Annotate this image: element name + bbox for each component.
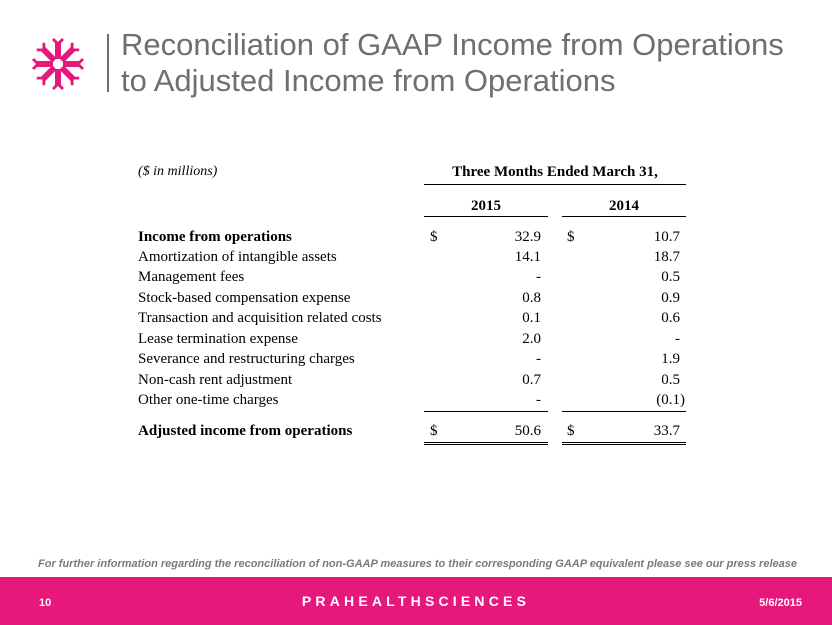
row-label: Income from operations bbox=[138, 229, 292, 245]
footnote: For further information regarding the reconciliation of non-GAAP measures to their corresponding GAAP equivalent please see our press release bbox=[38, 558, 797, 570]
value-2014: 0.9 bbox=[661, 290, 680, 306]
brand-wordmark: PRAHEALTHSCIENCES bbox=[301, 593, 531, 609]
slide-date: 5/6/2015 bbox=[759, 597, 802, 609]
year-header-2015: 2015 bbox=[471, 198, 501, 214]
total-double-rule-2014 bbox=[562, 442, 686, 445]
year-rule-2014 bbox=[562, 216, 686, 217]
total-double-rule-2015 bbox=[424, 442, 548, 445]
value-2015: 50.6 bbox=[514, 423, 541, 439]
value-2015: 14.1 bbox=[514, 249, 541, 265]
value-2014: 0.5 bbox=[661, 372, 680, 388]
value-2015: - bbox=[536, 392, 541, 408]
row-label: Transaction and acquisition related costs bbox=[138, 310, 382, 326]
row-label: Management fees bbox=[138, 269, 245, 285]
value-2015: 32.9 bbox=[514, 229, 541, 245]
row-label: Severance and restructuring charges bbox=[138, 351, 355, 367]
units-note: ($ in millions) bbox=[138, 164, 218, 179]
value-2014: 33.7 bbox=[653, 423, 680, 439]
year-rule-2015 bbox=[424, 216, 548, 217]
year-header-2014: 2014 bbox=[609, 198, 639, 214]
value-2014: 0.6 bbox=[661, 310, 680, 326]
value-2014: 10.7 bbox=[653, 229, 680, 245]
currency-symbol: $ bbox=[430, 423, 438, 439]
row-label: Adjusted income from operations bbox=[138, 423, 353, 439]
row-label: Stock-based compensation expense bbox=[138, 290, 351, 306]
period-header-rule bbox=[424, 184, 686, 185]
value-2014: 18.7 bbox=[653, 249, 680, 265]
value-2015: 0.8 bbox=[522, 290, 541, 306]
subtotal-rule-2015 bbox=[424, 411, 548, 412]
value-2014: (0.1) bbox=[656, 392, 685, 408]
value-2015: 2.0 bbox=[522, 331, 541, 347]
subtotal-rule-2014 bbox=[562, 411, 686, 412]
value-2015: 0.7 bbox=[522, 372, 541, 388]
row-label: Other one-time charges bbox=[138, 392, 279, 408]
row-label: Non-cash rent adjustment bbox=[138, 372, 293, 388]
value-2015: 0.1 bbox=[522, 310, 541, 326]
page-number: 10 bbox=[39, 597, 52, 609]
title-line-1: Reconciliation of GAAP Income from Operations bbox=[121, 27, 784, 62]
value-2014: 0.5 bbox=[661, 269, 680, 285]
row-label: Lease termination expense bbox=[138, 331, 298, 347]
row-label: Amortization of intangible assets bbox=[138, 249, 337, 265]
footer-bar bbox=[0, 577, 832, 625]
currency-symbol: $ bbox=[567, 229, 575, 245]
currency-symbol: $ bbox=[567, 423, 575, 439]
period-header: Three Months Ended March 31, bbox=[452, 164, 658, 180]
value-2014: 1.9 bbox=[661, 351, 680, 367]
currency-symbol: $ bbox=[430, 229, 438, 245]
title-line-2: to Adjusted Income from Operations bbox=[121, 63, 616, 98]
value-2014: - bbox=[675, 331, 680, 347]
value-2015: - bbox=[536, 351, 541, 367]
value-2015: - bbox=[536, 269, 541, 285]
